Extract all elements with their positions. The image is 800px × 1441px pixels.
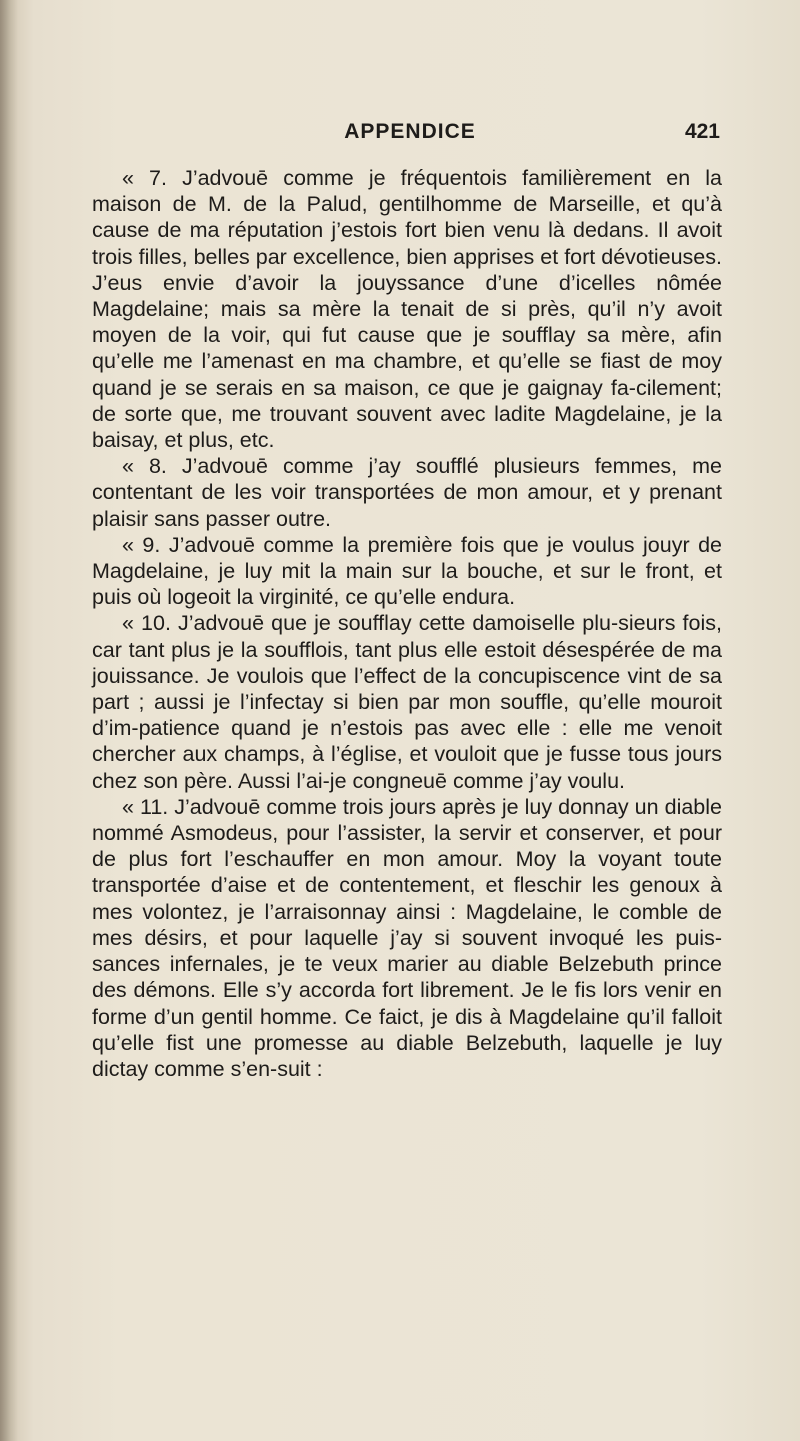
paragraph-9: « 9. J’advouē comme la première fois que je voulus jouyr de Magdelaine, je luy mit la main sur la bouche, et sur le front, et puis où logeoit la virginité, ce qu’elle endura. (92, 532, 722, 610)
paragraph-11: « 11. J’advouē comme trois jours après je luy donnay un diable nommé Asmodeus, pour l’assister, la servir et conserver, et pour de plus fort l’eschauffer en mon amour. Moy la voyant toute transportée d’aise et de contentement, et fleschir les genoux à mes volontez, je l’arraisonnay ainsi : Magdelaine, le comble de mes désirs, et pour laquelle j’ay si souvent invoqué les puis-sances infernales, je te veux marier au diable Belzebuth prince des démons. Elle s’y accorda fort librement. Je le fis lors venir en forme d’un gentil homme. Ce faict, je dis à Magdelaine qu’il falloit qu’elle fist une promesse au diable Belzebuth, laquelle je luy dictay comme s’en-suit : (92, 794, 722, 1081)
running-title: APPENDICE (344, 120, 476, 143)
body-text (92, 165, 722, 1082)
binding-shadow (0, 0, 18, 1441)
page-header (100, 120, 720, 150)
paragraph-10: « 10. J’advouē que je soufflay cette damoiselle plu-sieurs fois, car tant plus je la soufflois, tant plus elle estoit désespérée de ma jouissance. Je voulois que l’effect de la concupiscence vint de sa part ; aussi je l’infectay si bien par mon souffle, qu’elle mouroit d’im-patience quand je n’estois pas avec elle : elle me venoit chercher aux champs, à l’église, et vouloit que je fusse tous jours chez son père. Aussi l’ai-je congneuē comme j’ay voulu. (92, 611, 722, 793)
paragraph-7: « 7. J’advouē comme je fréquentois familièrement en la maison de M. de la Palud, gentilhomme de Marseille, et qu’à cause de ma réputation j’estois fort bien venu là dedans. Il avoit trois filles, belles par excellence, bien apprises et fort dévotieuses. J’eus envie d’avoir la jouyssance d’une d’icelles nômée Magdelaine; mais sa mère la tenait de si près, qu’il n’y avoit moyen de la voir, qui fut cause que je soufflay sa mère, afin qu’elle me l’amenast en ma chambre, et qu’elle se fiast de moy quand je se serais en sa maison, ce que je gaignay fa-cilement; de sorte que, me trouvant souvent avec ladite Magdelaine, je la baisay, et plus, etc. (92, 166, 722, 453)
paragraph-8: « 8. J’advouē comme j’ay soufflé plusieurs femmes, me contentant de les voir transportées de mon amour, et y prenant plaisir sans passer outre. (92, 454, 722, 531)
page-number: 421 (684, 120, 720, 143)
